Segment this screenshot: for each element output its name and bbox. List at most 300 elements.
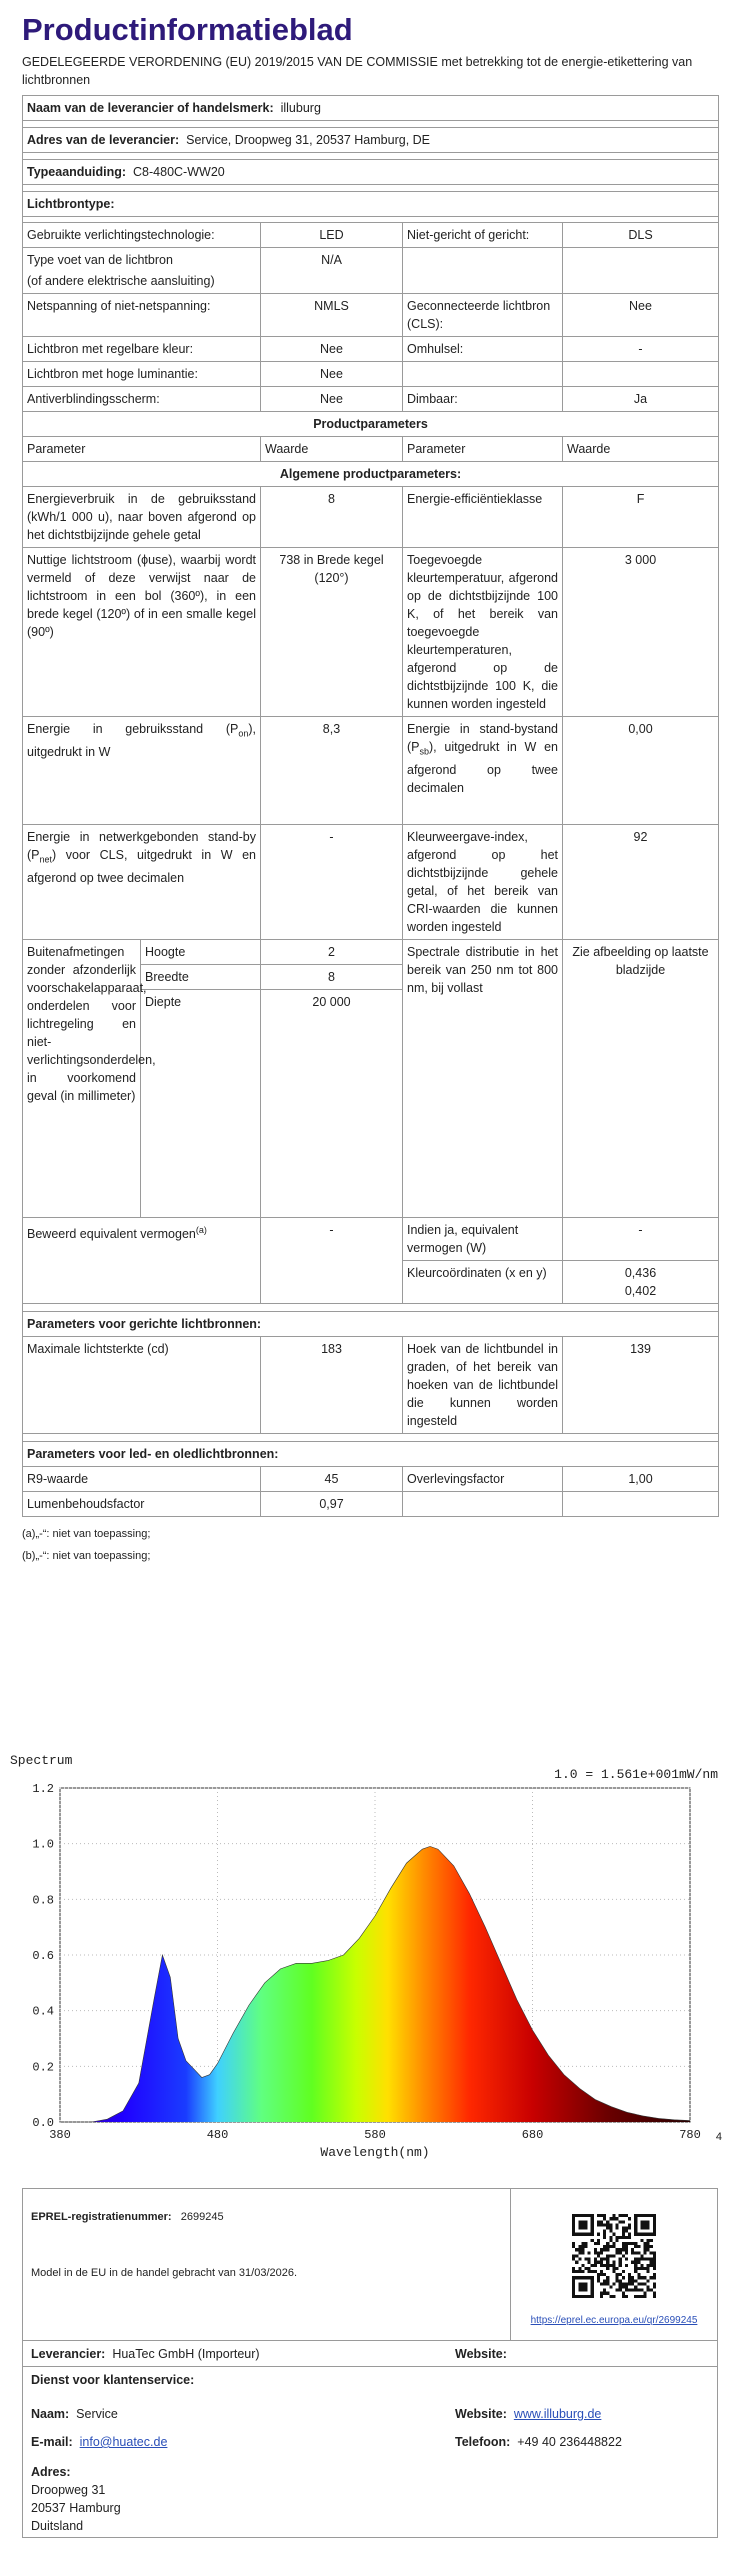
qr-module <box>628 2242 631 2245</box>
qr-module <box>653 2251 656 2254</box>
y-tick-label: 0.8 <box>32 1893 54 1908</box>
qr-module <box>572 2295 594 2298</box>
qr-module <box>653 2276 656 2279</box>
cap-type-value: N/A <box>261 248 403 294</box>
qr-module <box>637 2258 640 2261</box>
qr-module <box>585 2258 588 2261</box>
footnote-b: (b)„-“: niet van toepassing; <box>22 1550 151 1562</box>
supplier-name-value: illuburg <box>280 101 321 115</box>
qr-module <box>603 2245 606 2248</box>
service-email-label: E-mail: <box>31 2435 73 2449</box>
qr-module <box>634 2214 656 2217</box>
energy-class-label: Energie-efficiëntieklasse <box>403 487 563 548</box>
model-label: Typeaanduiding: <box>27 165 127 179</box>
qr-module <box>575 2261 578 2264</box>
service-row-2 <box>23 2435 717 2449</box>
equiv-sup: (a) <box>195 1225 207 1235</box>
qr-module <box>572 2245 575 2248</box>
qr-module <box>606 2254 609 2257</box>
qr-module <box>625 2245 628 2248</box>
qr-module <box>609 2223 612 2226</box>
qr-module <box>616 2273 619 2276</box>
qr-module <box>572 2270 575 2273</box>
qr-module <box>622 2245 625 2248</box>
service-row-1 <box>23 2407 717 2421</box>
qr-module <box>650 2261 653 2264</box>
qr-module <box>612 2282 615 2285</box>
x-tick-label: 680 <box>521 2128 544 2142</box>
height-value: 2 <box>261 940 403 965</box>
qr-module <box>640 2258 643 2261</box>
qr-module <box>622 2276 625 2279</box>
networked-standby-value: - <box>261 825 403 940</box>
qr-module <box>581 2264 584 2267</box>
product-information-sheet <box>22 10 718 1567</box>
cap-type-label-line1: Type voet van de lichtbron <box>27 253 173 267</box>
cls-label: Geconnecteerde lichtbron (CLS): <box>403 294 563 337</box>
qr-module <box>622 2292 625 2295</box>
qr-module <box>575 2248 578 2251</box>
qr-module <box>581 2251 584 2254</box>
beam-angle-label: Hoek van de lichtbundel in graden, of het bereik van hoeken van de lichtbundel die kunnen worden ingesteld <box>403 1337 563 1434</box>
qr-module <box>628 2236 631 2239</box>
qr-module <box>588 2261 591 2264</box>
qr-module <box>606 2245 609 2248</box>
eprel-info <box>23 2189 511 2340</box>
cct-label: Toegevoegde kleurtemperatuur, afgerond op de dichtstbijzijnde 100 K, of het bereik van toegevoegde kleurtemperaturen, afgerond op de dichtstbijzijnde 100 K, die kunnen worden ingesteld <box>403 548 563 717</box>
colour-tunable-label: Lichtbron met regelbare kleur: <box>23 337 261 362</box>
qr-module <box>591 2214 594 2236</box>
qr-module <box>619 2258 622 2261</box>
peak-intensity-label: Maximale lichtsterkte (cd) <box>23 1337 261 1434</box>
qr-module <box>588 2267 591 2270</box>
eprel-qr-panel <box>511 2189 717 2340</box>
equivalent-power-w-value: - <box>563 1218 719 1261</box>
qr-module <box>622 2248 625 2251</box>
qr-module <box>643 2248 646 2251</box>
spectrum-area <box>60 1846 690 2122</box>
qr-module <box>578 2267 581 2270</box>
qr-module <box>603 2236 606 2239</box>
dls-value: DLS <box>563 223 719 248</box>
envelope-value: - <box>563 337 719 362</box>
qr-module <box>631 2282 634 2285</box>
qr-module <box>643 2292 646 2295</box>
spectral-distribution-value: Zie afbeelding op laatste bladzijde <box>563 940 719 1218</box>
qr-module <box>609 2236 612 2239</box>
supplier-address-value: Service, Droopweg 31, 20537 Hamburg, DE <box>186 133 431 147</box>
qr-module <box>643 2282 646 2285</box>
qr-module <box>597 2233 600 2236</box>
lumen-maintenance-label: Lumenbehoudsfactor <box>23 1492 261 1517</box>
qr-module <box>622 2214 625 2217</box>
qr-module <box>600 2273 603 2276</box>
service-email-link[interactable]: info@huatec.de <box>79 2435 168 2449</box>
qr-module <box>578 2245 581 2248</box>
qr-module <box>581 2248 584 2251</box>
qr-module <box>591 2276 594 2298</box>
qr-module <box>619 2236 622 2239</box>
qr-module <box>600 2264 603 2267</box>
qr-module <box>606 2248 609 2251</box>
service-title-row <box>23 2373 717 2387</box>
pnet-text-b: ) voor CLS, uitgedrukt in W en afgerond op twee decimalen <box>27 848 256 885</box>
high-luminance-label: Lichtbron met hoge luminantie: <box>23 362 261 387</box>
product-params-title: Productparameters <box>23 412 719 437</box>
qr-module <box>640 2276 643 2279</box>
chromaticity-x: 0,436 <box>624 1266 657 1280</box>
equivalent-power-w-label: Indien ja, equivalent vermogen (W) <box>403 1218 563 1261</box>
qr-module <box>600 2292 603 2295</box>
psb-text-a: Energie in stand-bystand (P <box>407 722 558 754</box>
eprel-reg-value: 2699245 <box>180 2211 224 2223</box>
qr-module <box>625 2289 628 2292</box>
qr-module <box>625 2282 628 2285</box>
qr-module <box>600 2220 603 2223</box>
energy-consumption-label: Energieverbruik in de gebruiksstand (kWh/1 000 u), naar boven afgerond op het dichtstbijzijnde gehele getal <box>23 487 261 548</box>
qr-module <box>650 2239 653 2242</box>
qr-module <box>625 2264 628 2267</box>
qr-module <box>606 2258 609 2261</box>
qr-module <box>603 2230 606 2233</box>
qr-module <box>625 2248 628 2251</box>
qr-module <box>634 2251 637 2254</box>
qr-module <box>631 2261 634 2264</box>
qr-module <box>653 2285 656 2288</box>
qr-module <box>640 2267 643 2270</box>
eprel-section <box>22 2188 718 2538</box>
standby-power-label <box>403 717 563 825</box>
width-value: 8 <box>261 965 403 990</box>
qr-module <box>578 2282 587 2291</box>
qr-module <box>628 2289 631 2292</box>
qr-module <box>650 2258 653 2261</box>
qr-module <box>612 2254 615 2257</box>
qr-module <box>647 2267 650 2270</box>
model-row <box>23 160 719 185</box>
qr-module <box>603 2279 606 2282</box>
x-tick-label: 580 <box>364 2128 386 2142</box>
qr-module <box>625 2242 628 2245</box>
qr-module <box>603 2217 606 2220</box>
eprel-supplier-label: Leverancier: <box>31 2346 106 2361</box>
qr-module <box>634 2214 637 2236</box>
qr-module <box>603 2233 606 2236</box>
qr-module <box>594 2264 597 2267</box>
qr-module <box>647 2289 650 2292</box>
energy-class-value: F <box>563 487 719 548</box>
qr-module <box>643 2245 646 2248</box>
qr-module <box>640 2239 643 2242</box>
supplier-name-row <box>23 96 719 121</box>
technology-value: LED <box>261 223 403 248</box>
pon-sub: on <box>238 728 249 739</box>
lumen-maintenance-value: 0,97 <box>261 1492 403 1517</box>
qr-module <box>606 2279 609 2282</box>
qr-module <box>597 2239 600 2242</box>
survival-value: 1,00 <box>563 1467 719 1492</box>
qr-module <box>634 2242 637 2245</box>
page-title: Productinformatieblad <box>22 12 353 47</box>
cri-label: Kleurweergave-index, afgerond op het dichtstbijzijnde gehele getal, of het bereik van CRI-waarden die kunnen worden ingesteld <box>403 825 563 940</box>
qr-module <box>606 2223 609 2226</box>
qr-module <box>640 2295 643 2298</box>
qr-module <box>622 2233 625 2236</box>
qr-module <box>631 2276 634 2279</box>
cap-type-label-line2: (of andere elektrische aansluiting) <box>27 274 215 288</box>
qr-module <box>597 2242 600 2245</box>
qr-module <box>603 2214 606 2217</box>
col-header-parameter: Parameter <box>23 437 261 462</box>
qr-module <box>600 2270 603 2273</box>
supplier-address-label: Adres van de leverancier: <box>27 133 180 147</box>
qr-module <box>631 2289 634 2292</box>
qr-module <box>622 2295 625 2298</box>
qr-module <box>619 2220 622 2223</box>
qr-module <box>653 2267 656 2270</box>
x-tick-label: 480 <box>206 2128 229 2142</box>
qr-module <box>572 2242 575 2245</box>
qr-module <box>628 2217 631 2220</box>
qr-module <box>597 2273 600 2276</box>
qr-module <box>640 2264 643 2267</box>
qr-module <box>594 2258 597 2261</box>
qr-module <box>616 2279 619 2282</box>
qr-module <box>612 2242 615 2245</box>
qr-module <box>653 2292 656 2295</box>
qr-module <box>578 2270 581 2273</box>
qr-link[interactable]: https://eprel.ec.europa.eu/qr/2699245 <box>530 2315 698 2326</box>
qr-module <box>597 2261 600 2264</box>
qr-module <box>628 2282 631 2285</box>
depth-label: Diepte <box>141 990 261 1218</box>
height-label: Hoogte <box>141 940 261 965</box>
qr-module <box>603 2282 606 2285</box>
qr-module <box>653 2273 656 2276</box>
colour-tunable-value: Nee <box>261 337 403 362</box>
on-mode-power-value: 8,3 <box>261 717 403 825</box>
qr-module <box>637 2273 640 2276</box>
qr-module <box>578 2251 581 2254</box>
cct-value: 3 000 <box>563 548 719 717</box>
pon-text-a: Energie in gebruiksstand (P <box>27 722 239 736</box>
qr-module <box>647 2270 650 2273</box>
qr-module <box>643 2258 646 2261</box>
qr-module <box>647 2248 650 2251</box>
qr-module <box>581 2245 584 2248</box>
qr-module <box>594 2261 597 2264</box>
qr-module <box>640 2289 643 2292</box>
qr-module <box>572 2214 594 2217</box>
r9-label: R9-waarde <box>23 1467 261 1492</box>
col-header-parameter-2: Parameter <box>403 437 563 462</box>
chart-title: Spectrum <box>10 1753 73 1768</box>
qr-module <box>603 2264 606 2267</box>
qr-module <box>634 2270 637 2273</box>
qr-module <box>616 2289 619 2292</box>
y-tick-label: 0.4 <box>32 2004 54 2019</box>
peak-intensity-value: 183 <box>261 1337 403 1434</box>
qr-module <box>572 2258 575 2261</box>
service-address-row <box>23 2463 717 2535</box>
qr-module <box>628 2223 631 2226</box>
qr-module <box>606 2242 609 2245</box>
service-address-line2: 20537 Hamburg <box>31 2501 121 2515</box>
service-address-line1: Droopweg 31 <box>31 2483 106 2497</box>
qr-module <box>575 2270 578 2273</box>
qr-module <box>600 2214 603 2217</box>
qr-module <box>622 2242 625 2245</box>
anti-glare-value: Nee <box>261 387 403 412</box>
qr-module <box>609 2285 612 2288</box>
qr-module <box>653 2254 656 2257</box>
qr-module <box>637 2245 640 2248</box>
width-label: Breedte <box>141 965 261 990</box>
qr-module <box>591 2270 594 2273</box>
high-luminance-value: Nee <box>261 362 403 387</box>
qr-module <box>597 2223 600 2226</box>
qr-module <box>606 2227 609 2230</box>
mains-label: Netspanning of niet-netspanning: <box>23 294 261 337</box>
qr-module <box>594 2242 597 2245</box>
qr-module <box>631 2248 634 2251</box>
qr-code-icon[interactable] <box>569 2211 659 2301</box>
led-section-title: Parameters voor led- en oledlichtbronnen: <box>23 1442 719 1467</box>
qr-module <box>653 2261 656 2264</box>
qr-module <box>622 2236 625 2239</box>
qr-module <box>622 2220 625 2223</box>
qr-module <box>619 2214 622 2217</box>
service-website-label: Website: <box>455 2407 507 2421</box>
qr-module <box>634 2264 637 2267</box>
x-tick-label: 780 <box>679 2128 701 2142</box>
qr-module <box>600 2261 603 2264</box>
qr-module <box>653 2282 656 2285</box>
qr-module <box>603 2273 606 2276</box>
qr-module <box>603 2248 606 2251</box>
qr-module <box>631 2279 634 2282</box>
eprel-registration <box>31 2211 502 2223</box>
service-name-label: Naam: <box>31 2407 70 2421</box>
y-tick-label: 0.6 <box>32 1949 54 1963</box>
qr-module <box>588 2251 591 2254</box>
cap-type-label <box>23 248 261 294</box>
qr-module <box>572 2214 575 2236</box>
qr-module <box>600 2258 603 2261</box>
anti-glare-label: Antiverblindingsscherm: <box>23 387 261 412</box>
qr-module <box>625 2251 628 2254</box>
supplier-name-label: Naam van de leverancier of handelsmerk: <box>27 101 274 115</box>
qr-module <box>619 2279 622 2282</box>
y-tick-label: 0.2 <box>32 2060 54 2075</box>
qr-module <box>588 2258 591 2261</box>
equivalent-power-value: - <box>261 1218 403 1304</box>
qr-module <box>606 2276 609 2279</box>
qr-module <box>578 2248 581 2251</box>
dimensions-label: Buitenafmetingen zonder afzonderlijk voorschakelapparaat, onderdelen voor lichtregeling en niet-verlichtingsonderdelen, in voorkomend geval (in millimeter) <box>23 940 141 1218</box>
dimmable-value: Ja <box>563 387 719 412</box>
qr-module <box>591 2264 594 2267</box>
qr-module <box>606 2292 609 2295</box>
qr-module <box>650 2245 653 2248</box>
qr-module <box>619 2248 622 2251</box>
chromaticity-values <box>563 1261 719 1304</box>
qr-module <box>594 2270 597 2273</box>
qr-module <box>625 2227 628 2230</box>
mains-value: NMLS <box>261 294 403 337</box>
qr-module <box>616 2248 619 2251</box>
y-tick-label: 0.0 <box>32 2116 54 2130</box>
qr-module <box>643 2251 646 2254</box>
qr-module <box>650 2264 653 2267</box>
spectrum-svg <box>0 1748 732 2160</box>
qr-module <box>650 2251 653 2254</box>
qr-module <box>637 2251 640 2254</box>
eprel-supplier-row <box>23 2341 717 2367</box>
on-mode-power-label <box>23 717 261 825</box>
qr-module <box>647 2279 650 2282</box>
qr-module <box>650 2289 653 2292</box>
qr-module <box>637 2289 640 2292</box>
qr-module <box>616 2276 619 2279</box>
qr-module <box>637 2261 640 2264</box>
qr-module <box>625 2258 628 2261</box>
qr-module <box>588 2270 591 2273</box>
qr-module <box>637 2282 640 2285</box>
qr-module <box>625 2236 628 2239</box>
qr-module <box>609 2217 612 2220</box>
qr-module <box>603 2292 606 2295</box>
qr-module <box>616 2267 619 2270</box>
energy-consumption-value: 8 <box>261 487 403 548</box>
service-website-link[interactable]: www.illuburg.de <box>513 2407 602 2421</box>
qr-module <box>616 2227 619 2230</box>
qr-module <box>609 2264 612 2267</box>
qr-module <box>572 2233 594 2236</box>
qr-module <box>619 2251 622 2254</box>
spectrum-chart <box>0 1748 732 2160</box>
qr-module <box>622 2230 625 2233</box>
qr-module <box>640 2282 643 2285</box>
qr-module <box>585 2245 588 2248</box>
qr-module <box>585 2242 588 2245</box>
qr-module <box>647 2242 650 2245</box>
qr-module <box>634 2258 637 2261</box>
qr-module <box>650 2276 653 2279</box>
spectral-distribution-label: Spectrale distributie in het bereik van 250 nm tot 800 nm, bij vollast <box>403 940 563 1218</box>
useful-flux-label: Nuttige lichtstroom (ϕuse), waarbij wordt vermeld of deze verwijst naar de lichtstroom in een bol (360º), in een brede kegel (120º) of in een smalle kegel (90º) <box>23 548 261 717</box>
qr-module <box>609 2245 612 2248</box>
qr-module <box>634 2289 637 2292</box>
service-phone-label: Telefoon: <box>455 2435 511 2449</box>
qr-module <box>640 2220 649 2229</box>
qr-module <box>616 2217 619 2220</box>
qr-module <box>622 2285 625 2288</box>
chromaticity-y: 0,402 <box>624 1284 657 1298</box>
x-axis-label: Wavelength(nm) <box>320 2145 430 2160</box>
qr-module <box>597 2254 600 2257</box>
qr-module <box>622 2282 625 2285</box>
qr-module <box>619 2289 622 2292</box>
eprel-reg-label: EPREL-registratienummer: <box>31 2211 172 2223</box>
supplier-address-row <box>23 128 719 153</box>
qr-module <box>643 2276 646 2279</box>
service-phone-value: +49 40 236448822 <box>517 2435 622 2449</box>
qr-module <box>619 2264 622 2267</box>
directional-section-title: Parameters voor gerichte lichtbronnen: <box>23 1312 719 1337</box>
pon-text-b: ), uitgedrukt in W <box>27 722 256 759</box>
qr-module <box>616 2251 619 2254</box>
